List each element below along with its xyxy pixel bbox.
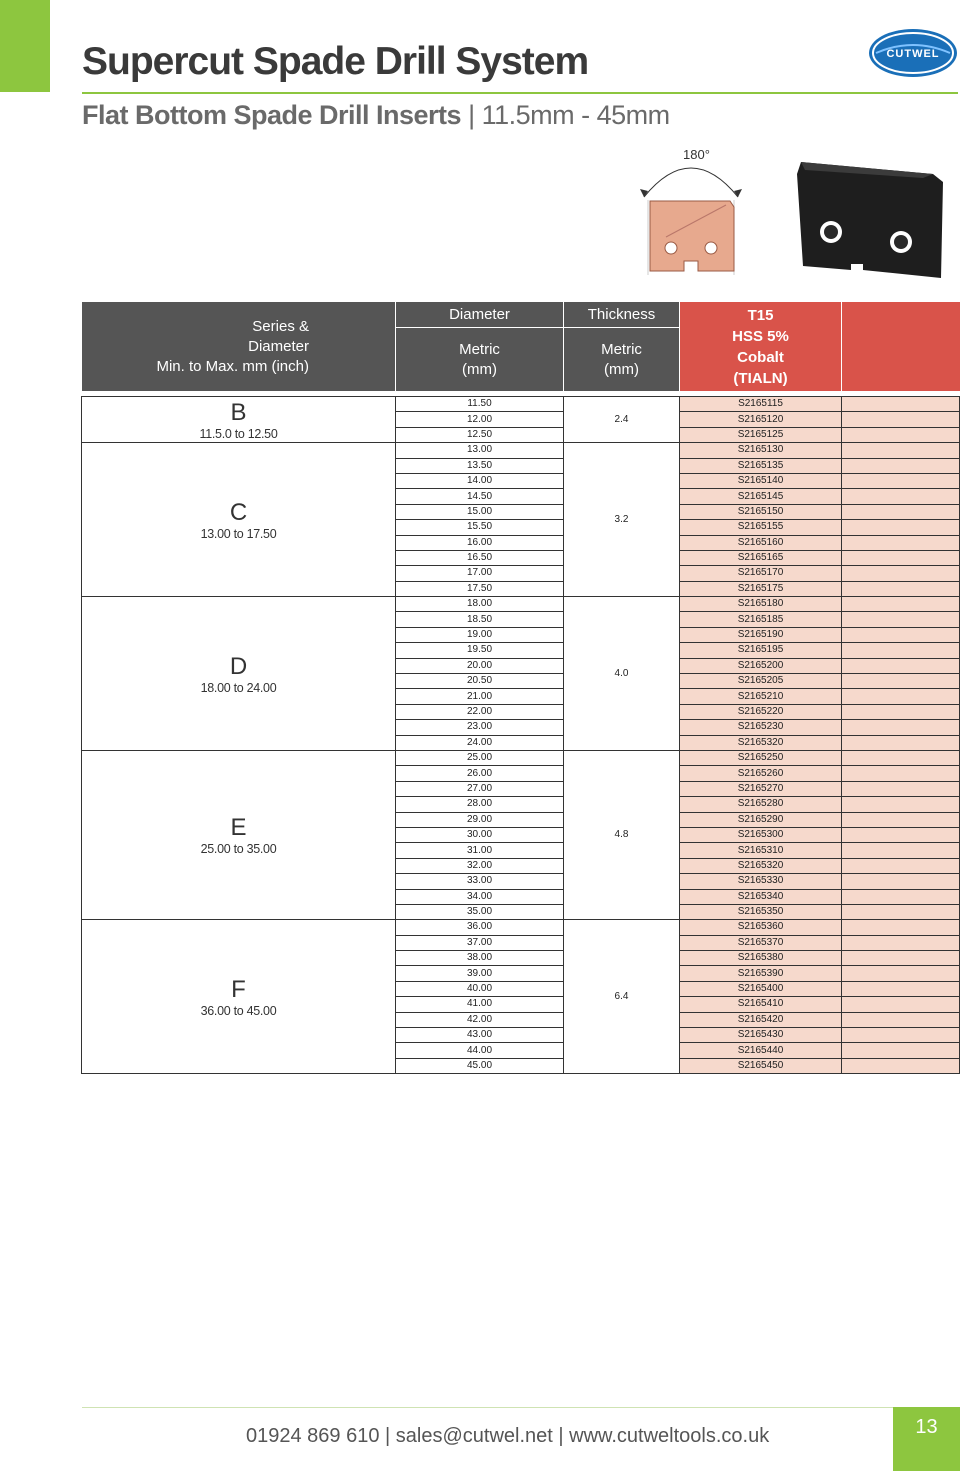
series-range: 11.5.0 to 12.50 (199, 426, 278, 441)
product-code-cell: S2165420 (680, 1012, 842, 1027)
product-code-cell: S2165350 (680, 904, 842, 919)
diameter-cell: 41.00 (396, 997, 564, 1012)
product-code-cell: S2165360 (680, 920, 842, 935)
product-code-cell: S2165125 (680, 427, 842, 442)
product-code-cell: S2165205 (680, 674, 842, 689)
subtitle-range: | 11.5mm - 45mm (461, 100, 670, 130)
table-body (82, 397, 960, 1074)
thickness-cell: 3.2 (564, 443, 680, 597)
empty-cell (842, 627, 960, 642)
diameter-cell: 20.00 (396, 658, 564, 673)
diameter-cell: 19.00 (396, 627, 564, 642)
table-row (82, 920, 960, 935)
diameter-cell: 16.00 (396, 535, 564, 550)
diameter-cell: 33.00 (396, 874, 564, 889)
diameter-cell: 34.00 (396, 889, 564, 904)
diameter-cell: 25.00 (396, 750, 564, 765)
empty-cell (842, 843, 960, 858)
diameter-cell: 11.50 (396, 397, 564, 412)
empty-cell (842, 658, 960, 673)
diameter-cell: 31.00 (396, 843, 564, 858)
empty-cell (842, 566, 960, 581)
footer-divider (82, 1407, 900, 1408)
series-cell (82, 597, 396, 751)
product-code-cell: S2165250 (680, 750, 842, 765)
empty-cell (842, 781, 960, 796)
product-code-cell: S2165270 (680, 781, 842, 796)
product-code-cell: S2165150 (680, 504, 842, 519)
header-thickness-mm: (mm) (604, 360, 639, 378)
product-code-cell: S2165320 (680, 735, 842, 750)
title-divider (82, 92, 958, 94)
header-series-line3: Min. to Max. mm (inch) (156, 357, 309, 375)
product-code-cell: S2165155 (680, 520, 842, 535)
header-t15 (680, 302, 842, 391)
product-code-cell: S2165115 (680, 397, 842, 412)
empty-cell (842, 397, 960, 412)
insert-diagram (636, 145, 746, 280)
header-diameter-unit (396, 328, 564, 392)
diameter-cell: 14.50 (396, 489, 564, 504)
product-code-cell: S2165195 (680, 643, 842, 658)
header-series-line2: Diameter (248, 337, 309, 355)
empty-cell (842, 489, 960, 504)
cutwel-logo (868, 27, 958, 79)
product-code-cell: S2165190 (680, 627, 842, 642)
diameter-cell: 13.50 (396, 458, 564, 473)
thickness-cell: 4.0 (564, 597, 680, 751)
series-letter: F (231, 975, 246, 1003)
header-t15-line2: HSS 5% (732, 327, 789, 345)
empty-cell (842, 935, 960, 950)
product-code-cell: S2165320 (680, 858, 842, 873)
empty-cell (842, 643, 960, 658)
series-range: 36.00 to 45.00 (200, 1003, 277, 1018)
series-range: 13.00 to 17.50 (200, 526, 277, 541)
table-row (82, 443, 960, 458)
subtitle-bold: Flat Bottom Spade Drill Inserts (82, 100, 462, 130)
diameter-cell: 23.00 (396, 720, 564, 735)
product-code-cell: S2165390 (680, 966, 842, 981)
header-t15-line1: T15 (747, 306, 774, 324)
diameter-cell: 39.00 (396, 966, 564, 981)
diameter-cell: 32.00 (396, 858, 564, 873)
header-thickness: Thickness (564, 302, 680, 328)
header-diameter-metric: Metric (459, 340, 500, 358)
diameter-cell: 40.00 (396, 981, 564, 996)
green-corner-tab (0, 0, 50, 92)
thickness-cell: 6.4 (564, 920, 680, 1074)
diameter-cell: 26.00 (396, 766, 564, 781)
header-t15-line4: (TIALN) (733, 369, 788, 387)
product-code-cell: S2165200 (680, 658, 842, 673)
empty-cell (842, 827, 960, 842)
product-code-cell: S2165145 (680, 489, 842, 504)
header-thickness-unit (564, 328, 680, 392)
empty-cell (842, 597, 960, 612)
product-code-cell: S2165170 (680, 566, 842, 581)
empty-cell (842, 797, 960, 812)
product-code-cell: S2165430 (680, 1028, 842, 1043)
product-code-cell: S2165120 (680, 412, 842, 427)
empty-cell (842, 1058, 960, 1073)
product-code-cell: S2165410 (680, 997, 842, 1012)
diameter-cell: 28.00 (396, 797, 564, 812)
angle-label: 180° (683, 147, 710, 162)
series-range: 18.00 to 24.00 (200, 680, 277, 695)
diameter-cell: 14.00 (396, 473, 564, 488)
empty-cell (842, 473, 960, 488)
empty-cell (842, 1043, 960, 1058)
diameter-cell: 12.00 (396, 412, 564, 427)
diameter-cell: 35.00 (396, 904, 564, 919)
empty-cell (842, 1012, 960, 1027)
empty-cell (842, 889, 960, 904)
series-letter: B (230, 398, 247, 426)
product-code-cell: S2165175 (680, 581, 842, 596)
table-row (82, 750, 960, 765)
page-title: Supercut Spade Drill System (82, 40, 589, 83)
diameter-cell: 16.50 (396, 550, 564, 565)
insert-photo (793, 160, 945, 285)
diameter-cell: 43.00 (396, 1028, 564, 1043)
empty-cell (842, 612, 960, 627)
diameter-cell: 17.50 (396, 581, 564, 596)
series-cell (82, 397, 396, 443)
empty-cell (842, 1028, 960, 1043)
thickness-cell: 2.4 (564, 397, 680, 443)
empty-cell (842, 812, 960, 827)
empty-cell (842, 766, 960, 781)
empty-cell (842, 412, 960, 427)
product-code-cell: S2165210 (680, 689, 842, 704)
series-letter: C (229, 498, 248, 526)
empty-cell (842, 874, 960, 889)
diameter-cell: 12.50 (396, 427, 564, 442)
product-code-cell: S2165180 (680, 597, 842, 612)
series-range: 25.00 to 35.00 (200, 842, 277, 857)
empty-cell (842, 981, 960, 996)
product-code-cell: S2165135 (680, 458, 842, 473)
empty-cell (842, 581, 960, 596)
footer-contact: 01924 869 610 | sales@cutwel.net | www.cutweltools.co.uk (246, 1425, 770, 1447)
empty-cell (842, 704, 960, 719)
logo-text: CUTWEL (886, 48, 940, 60)
diameter-cell: 42.00 (396, 1012, 564, 1027)
page-number: 13 (893, 1407, 960, 1471)
product-code-cell: S2165300 (680, 827, 842, 842)
diameter-cell: 30.00 (396, 827, 564, 842)
empty-cell (842, 966, 960, 981)
product-code-cell: S2165185 (680, 612, 842, 627)
empty-cell (842, 997, 960, 1012)
empty-cell (842, 735, 960, 750)
product-code-cell: S2165220 (680, 704, 842, 719)
series-letter: D (229, 652, 248, 680)
diameter-cell: 20.50 (396, 674, 564, 689)
empty-cell (842, 674, 960, 689)
product-code-cell: S2165450 (680, 1058, 842, 1073)
series-letter: E (230, 814, 247, 842)
header-diameter-mm: (mm) (462, 360, 497, 378)
diameter-cell: 19.50 (396, 643, 564, 658)
diameter-cell: 15.50 (396, 520, 564, 535)
diameter-cell: 29.00 (396, 812, 564, 827)
product-code-cell: S2165260 (680, 766, 842, 781)
table-row (82, 397, 960, 412)
product-code-cell: S2165310 (680, 843, 842, 858)
empty-cell (842, 535, 960, 550)
header-empty-column (842, 302, 960, 391)
thickness-cell: 4.8 (564, 750, 680, 919)
diameter-cell: 38.00 (396, 951, 564, 966)
product-code-cell: S2165165 (680, 550, 842, 565)
diameter-cell: 45.00 (396, 1058, 564, 1073)
empty-cell (842, 427, 960, 442)
diameter-cell: 36.00 (396, 920, 564, 935)
product-code-cell: S2165290 (680, 812, 842, 827)
diameter-cell: 18.00 (396, 597, 564, 612)
spade-drill-table (81, 302, 960, 1074)
product-code-cell: S2165160 (680, 535, 842, 550)
diameter-cell: 24.00 (396, 735, 564, 750)
product-code-cell: S2165440 (680, 1043, 842, 1058)
diameter-cell: 21.00 (396, 689, 564, 704)
table-row (82, 597, 960, 612)
empty-cell (842, 951, 960, 966)
header-series (82, 302, 396, 391)
header-series-line1: Series & (252, 317, 309, 335)
empty-cell (842, 689, 960, 704)
empty-cell (842, 458, 960, 473)
empty-cell (842, 904, 960, 919)
product-code-cell: S2165340 (680, 889, 842, 904)
empty-cell (842, 750, 960, 765)
series-cell (82, 750, 396, 919)
header-diameter: Diameter (396, 302, 564, 328)
header-thickness-metric: Metric (601, 340, 642, 358)
diameter-cell: 22.00 (396, 704, 564, 719)
empty-cell (842, 720, 960, 735)
diameter-cell: 13.00 (396, 443, 564, 458)
empty-cell (842, 920, 960, 935)
diameter-cell: 17.00 (396, 566, 564, 581)
empty-cell (842, 858, 960, 873)
series-cell (82, 920, 396, 1074)
empty-cell (842, 550, 960, 565)
empty-cell (842, 443, 960, 458)
diameter-cell: 27.00 (396, 781, 564, 796)
empty-cell (842, 504, 960, 519)
empty-cell (842, 520, 960, 535)
product-code-cell: S2165230 (680, 720, 842, 735)
product-code-cell: S2165130 (680, 443, 842, 458)
diameter-cell: 18.50 (396, 612, 564, 627)
header-t15-line3: Cobalt (737, 348, 784, 366)
page-subtitle (82, 100, 670, 131)
product-code-cell: S2165370 (680, 935, 842, 950)
series-cell (82, 443, 396, 597)
diameter-cell: 15.00 (396, 504, 564, 519)
product-code-cell: S2165380 (680, 951, 842, 966)
product-code-cell: S2165280 (680, 797, 842, 812)
diameter-cell: 37.00 (396, 935, 564, 950)
product-code-cell: S2165330 (680, 874, 842, 889)
diameter-cell: 44.00 (396, 1043, 564, 1058)
product-code-cell: S2165140 (680, 473, 842, 488)
product-code-cell: S2165400 (680, 981, 842, 996)
